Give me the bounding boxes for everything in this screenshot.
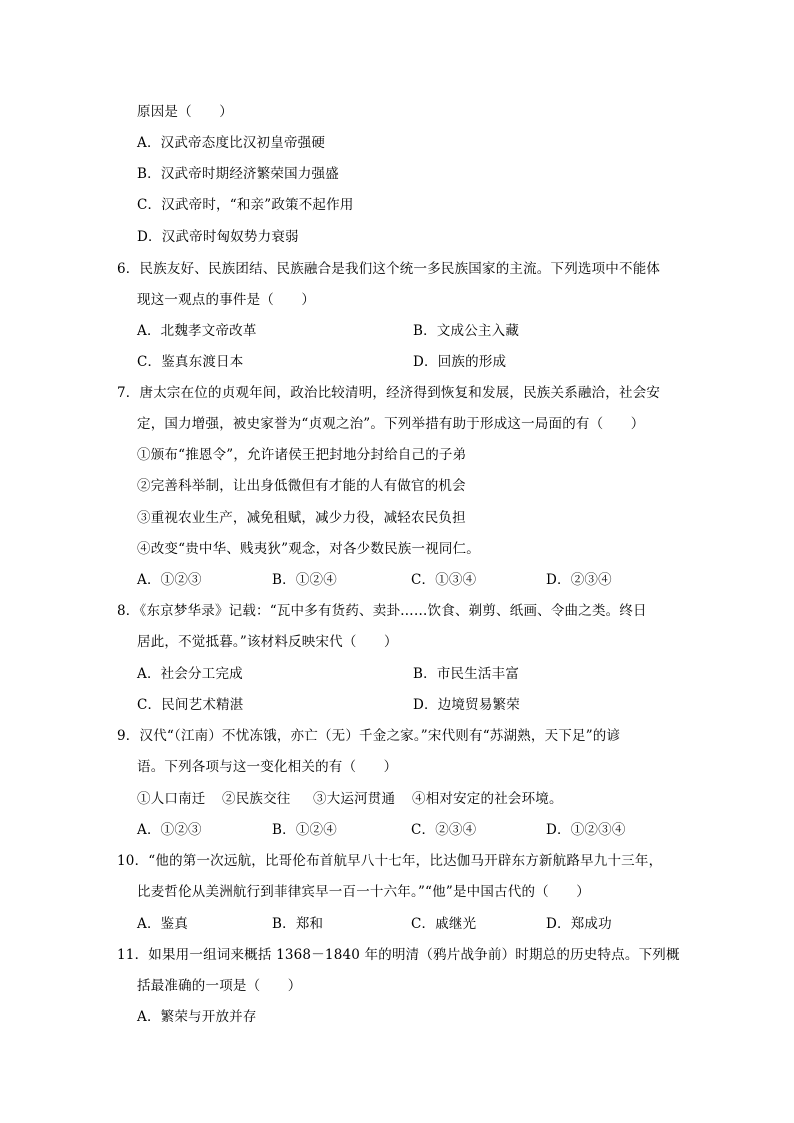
q9-stem-line1: 9．汉代“（江南）不忧冻饿，亦亡（无）千金之家。”宋代则有“苏湖熟，天下足”的谚	[117, 728, 621, 744]
q10-option-d: D．郑成功	[546, 916, 612, 932]
q6-option-c: C．鉴真东渡日本	[137, 354, 244, 370]
q7-item-4: ④改变“贵中华、贱夷狄”观念，对各少数民族一视同仁。	[137, 541, 481, 557]
q6-option-b: B．文成公主入藏	[413, 323, 520, 339]
q7-stem-line2: 定，国力增强，被史家誉为“贞观之治”。下列举措有助于形成这一局面的有（ ）	[137, 416, 645, 432]
q7-item-2: ②完善科举制，让出身低微但有才能的人有做官的机会	[137, 478, 466, 494]
q6-stem-line1: 6．民族友好、民族团结、民族融合是我们这个统一多民族国家的主流。下列选项中不能体	[117, 261, 661, 277]
q8-stem-line1: 8．《东京梦华录》记载：“瓦中多有货药、卖卦……饮食、剃剪、纸画、令曲之类。终日	[117, 603, 647, 619]
q9-item-2: ②民族交往	[222, 791, 291, 807]
q10-stem-line1: 10．“他的第一次远航，比哥伦布首航早八十七年，比达伽马开辟东方新航路早九十三年，	[117, 853, 663, 869]
q7-option-a: A．①②③	[137, 572, 202, 588]
q6-option-a: A．北魏孝文帝改革	[137, 323, 257, 339]
q10-option-c: C．戚继光	[411, 916, 477, 932]
q7-stem-line1: 7．唐太宗在位的贞观年间，政治比较清明，经济得到恢复和发展，民族关系融洽，社会安	[117, 385, 661, 401]
q9-option-a: A．①②③	[137, 822, 202, 838]
q6-stem-line2: 现这一观点的事件是（ ）	[137, 292, 316, 308]
q8-option-b: B．市民生活丰富	[413, 666, 520, 682]
q8-stem-line2: 居此，不觉抵暮。”该材料反映宋代（ ）	[137, 634, 398, 650]
q9-item-1: ①人口南迁	[137, 791, 206, 807]
q5-option-d: D．汉武帝时匈奴势力衰弱	[137, 229, 299, 245]
q9-option-d: D．①②③④	[546, 822, 626, 838]
q6-option-d: D．回族的形成	[413, 354, 507, 370]
q8-option-a: A．社会分工完成	[137, 666, 243, 682]
q5-option-a: A．汉武帝态度比汉初皇帝强硬	[137, 135, 326, 151]
q8-option-d: D．边境贸易繁荣	[413, 697, 520, 713]
q5-option-b: B．汉武帝时期经济繁荣国力强盛	[137, 166, 339, 182]
q11-option-a: A．繁荣与开放并存	[137, 1009, 257, 1025]
q9-option-b: B．①②④	[272, 822, 337, 838]
q10-option-b: B．郑和	[272, 916, 324, 932]
q9-item-3: ③大运河贯通	[313, 791, 396, 807]
q7-item-3: ③重视农业生产，减免租赋，减少力役，减轻农民负担	[137, 510, 466, 526]
q7-option-c: C．①③④	[411, 572, 477, 588]
q9-item-4: ④相对安定的社会环境。	[412, 791, 563, 807]
q7-option-d: D．②③④	[546, 572, 612, 588]
q9-stem-line2: 语。下列各项与这一变化相关的有（ ）	[137, 759, 398, 775]
q10-option-a: A．鉴真	[137, 916, 189, 932]
q10-stem-line2: 比麦哲伦从美洲航行到菲律宾早一百一十六年。”“他”是中国古代的（ ）	[137, 884, 590, 900]
q9-option-c: C．②③④	[411, 822, 477, 838]
q5-stem-continuation: 原因是（ ）	[137, 104, 233, 120]
q7-option-b: B．①②④	[272, 572, 337, 588]
q11-stem-line1: 11．如果用一组词来概括 1368－1840 年的明清（鸦片战争前）时期总的历史特点。下列概	[117, 947, 680, 963]
q8-option-c: C．民间艺术精湛	[137, 697, 244, 713]
q7-item-1: ①颁布“推恩令”，允许诸侯王把封地分封给自己的子弟	[137, 447, 467, 463]
q5-option-c: C．汉武帝时，“和亲”政策不起作用	[137, 197, 354, 213]
q11-stem-line2: 括最准确的一项是（ ）	[137, 978, 302, 994]
